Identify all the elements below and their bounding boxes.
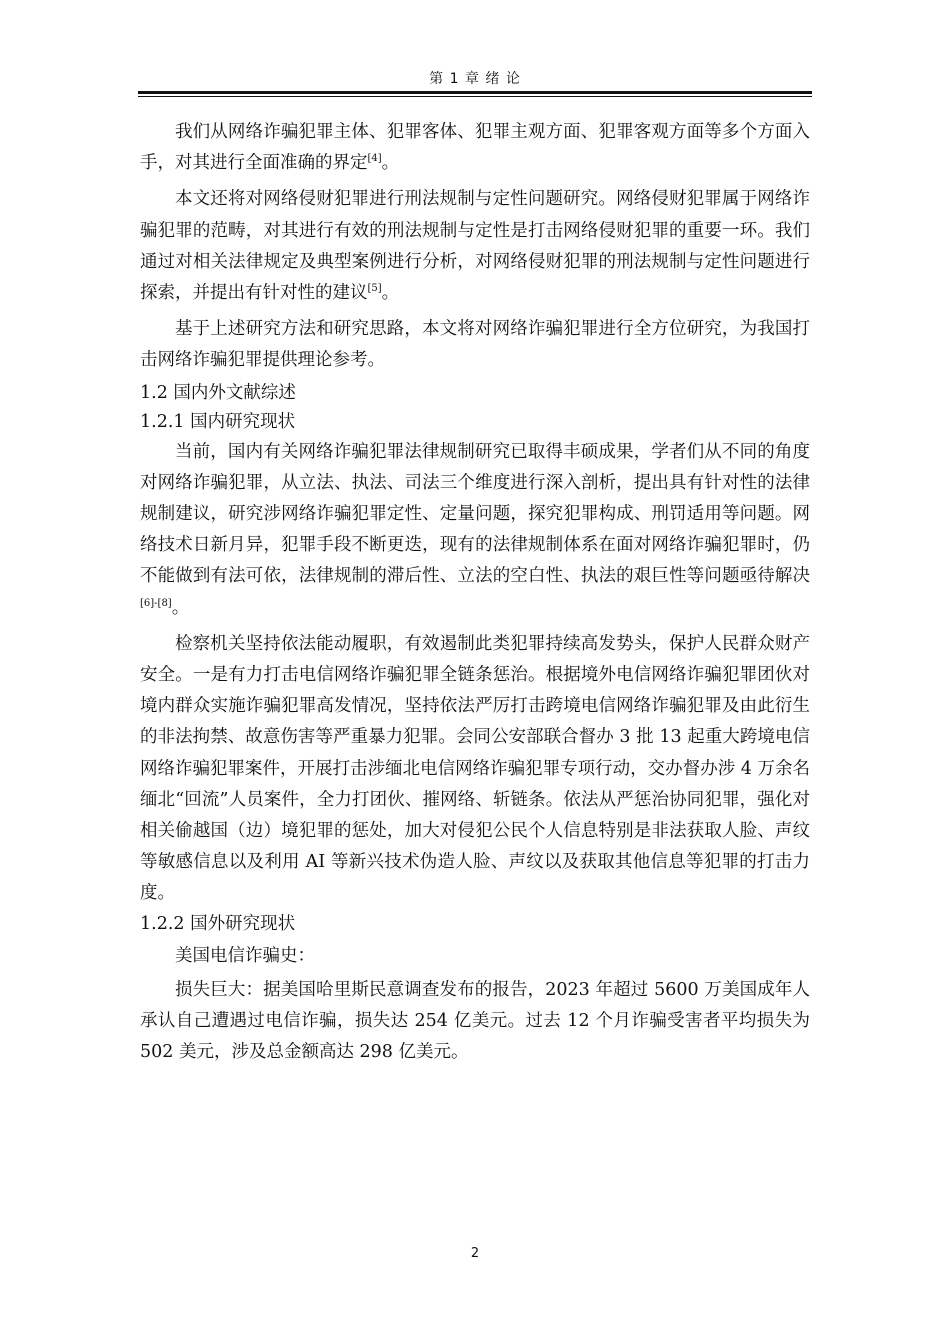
paragraph-5-text: 检察机关坚持依法能动履职，有效遏制此类犯罪持续高发势头，保护人民群众财产安全。一是有力打击电信网络诈骗犯罪全链条惩治。根据境外电信网络诈骗犯罪团伙对境内群众实施诈骗犯罪高发情况，坚持依法严厉打击跨境电信网络诈骗犯罪及由此衍生的非法拘禁、故意伤害等严重暴力犯罪。会同公安部联合督办 3 批 13 起重大跨境电信网络诈骗犯罪案件，开展打击涉缅北电信网络诈骗犯罪专项行动，交办督办涉 4 万余名缅北“回流”人员案件，全力打团伙、摧网络、斩链条。依法从严惩治协同犯罪，强化对相关偷越国（边）境犯罪的惩处，加大对侵犯公民个人信息特别是非法获取人脸、声纹等敏感信息以及利用 AI 等新兴技术伪造人脸、声纹以及获取其他信息等犯罪的打击力度。 — [140, 633, 810, 904]
paragraph-4-end: 。 — [171, 597, 190, 618]
header-rule-thick — [138, 91, 812, 94]
paragraph-3-text: 基于上述研究方法和研究思路，本文将对网络诈骗犯罪进行全方位研究，为我国打击网络诈骗犯罪提供理论参考。 — [140, 319, 810, 371]
header-rule-thin — [138, 96, 812, 97]
citation-6-8: [6]-[8] — [140, 597, 172, 609]
paragraph-7 — [140, 975, 810, 1069]
paragraph-2-text: 本文还将对网络侵财犯罪进行刑法规制与定性问题研究。网络侵财犯罪属于网络诈骗犯罪的范畴，对其进行有效的刑法规制与定性是打击网络侵财犯罪的重要一环。我们通过对相关法律规定及典型案例进行分析，对网络侵财犯罪的刑法规制与定性问题进行探索，并提出有针对性的建议 — [140, 189, 810, 304]
paragraph-7-text: 损失巨大：据美国哈里斯民意调查发布的报告，2023 年超过 5600 万美国成年人承认自己遭遇过电信诈骗，损失达 254 亿美元。过去 12 个月诈骗受害者平均损失为 502 美元，涉及总金额高达 298 亿美元。 — [140, 979, 810, 1063]
paragraph-6 — [140, 941, 810, 972]
running-header: 第 1 章 绪 论 — [429, 71, 521, 87]
page-number: 2 — [470, 1246, 480, 1261]
paragraph-6-text: 美国电信诈骗史： — [175, 945, 315, 966]
paragraph-1-end: 。 — [381, 153, 400, 174]
paragraph-3 — [140, 314, 810, 376]
subsection-heading-1-2-1: 1.2.1 国内研究现状 — [140, 411, 296, 432]
paragraph-2 — [140, 184, 810, 309]
paragraph-1-text: 我们从网络诈骗犯罪主体、犯罪客体、犯罪主观方面、犯罪客观方面等多个方面入手，对其进行全面准确的界定 — [140, 122, 810, 174]
paragraph-4 — [140, 437, 810, 624]
section-heading-1-2: 1.2 国内外文献综述 — [140, 382, 296, 403]
paragraph-5 — [140, 629, 810, 910]
subsection-heading-1-2-2: 1.2.2 国外研究现状 — [140, 913, 296, 934]
body-text — [140, 117, 810, 1068]
paragraph-2-end: 。 — [381, 283, 400, 304]
citation-5: [5] — [367, 283, 382, 295]
paragraph-4-text: 当前，国内有关网络诈骗犯罪法律规制研究已取得丰硕成果，学者们从不同的角度对网络诈骗犯罪，从立法、执法、司法三个维度进行深入剖析，提出具有针对性的法律规制建议，研究涉网络诈骗犯罪定性、定量问题，探究犯罪构成、刑罚适用等问题。网络技术日新月异，犯罪手段不断更迭，现有的法律规制体系在面对网络诈骗犯罪时，仍不能做到有法可依，法律规制的滞后性、立法的空白性、执法的艰巨性等问题亟待解决 — [140, 441, 810, 587]
citation-4: [4] — [367, 153, 382, 165]
paragraph-1 — [140, 117, 810, 179]
